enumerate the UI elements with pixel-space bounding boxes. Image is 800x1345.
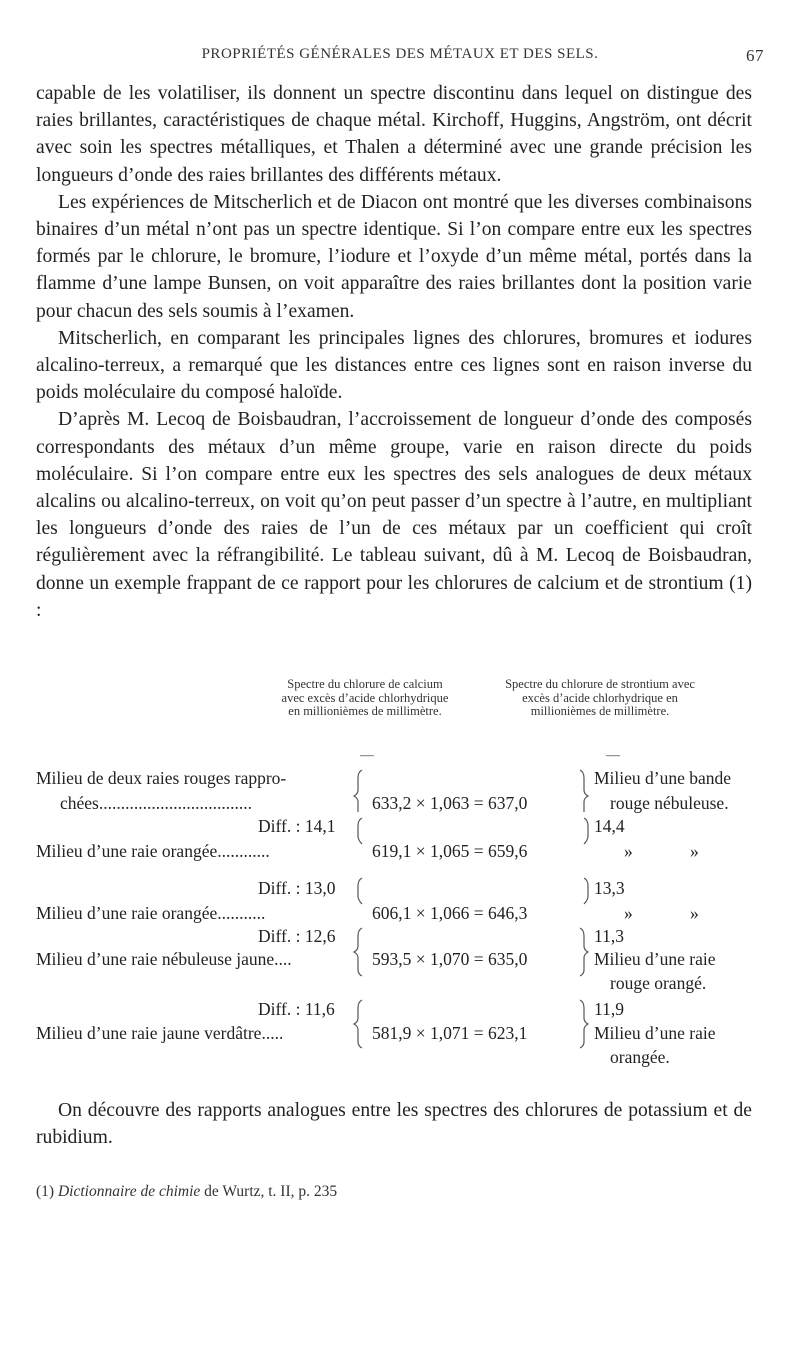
column-header-strontium: Spectre du chlorure de strontium avec excès d’acide chlorhydrique en millionièmes de millimètre.	[505, 677, 695, 718]
diff-left: Diff. : 12,6	[258, 926, 336, 946]
brace-left	[354, 928, 362, 976]
table-row-right: »	[624, 841, 633, 861]
table-row-right: Milieu d’une raie	[594, 1023, 716, 1043]
diff-right: 11,3	[594, 926, 624, 946]
table-row-calc: 633,2 × 1,063 = 637,0	[372, 793, 528, 813]
footnote-title: Dictionnaire de chimie	[57, 1183, 201, 1200]
table-row-right: Milieu d’une raie	[594, 949, 716, 969]
page-number: 67	[746, 46, 764, 65]
table-row-right: orangée.	[610, 1047, 670, 1067]
brace-left	[354, 770, 362, 812]
brace-right	[580, 770, 588, 812]
paragraph: D’après M. Lecoq de Boisbaudran, l’accroissement de longueur d’onde des composés correspondants des métaux d’un même groupe, varie en raison directe du poids moléculaire. Si l’on compare entre eux les spectres des sels analogues de deux métaux alcalins ou alcalino-terreux, on voit qu’on peut passer d’un spectre à l’autre, en multipliant les longueurs d’onde des raies de l’un de ces métaux par un coefficient qui croît régulièrement avec la réfrangibilité. Le tableau suivant, dû à M. Lecoq de Boisbaudran, donne un exemple frappant de ce rapport pour les chlorures de calcium et de strontium (1) :	[36, 409, 752, 621]
table-row-calc: 593,5 × 1,070 = 635,0	[372, 949, 528, 969]
footnote-rest: de Wurtz, t. II, p. 235	[204, 1183, 338, 1200]
running-title: PROPRIÉTÉS GÉNÉRALES DES MÉTAUX ET DES SELS.	[201, 46, 599, 62]
table-row-label: Milieu d’une raie jaune verdâtre.....	[36, 1023, 284, 1043]
table-row-right: »	[690, 841, 699, 861]
diff-left: Diff. : 14,1	[258, 816, 336, 836]
table-row-right: rouge nébuleuse.	[610, 793, 729, 813]
diff-right: 14,4	[594, 816, 625, 836]
header-rule: —	[606, 748, 620, 763]
brace-left	[354, 1000, 362, 1048]
table-row-calc: 606,1 × 1,066 = 646,3	[372, 903, 528, 923]
brace-right	[584, 878, 588, 904]
diff-left: Diff. : 11,6	[258, 999, 335, 1019]
brace-right	[580, 1000, 588, 1048]
paragraph: Mitscherlich, en comparant les principales lignes des chlorures, bromures et iodures alcalino-terreux, a remarqué que les distances entre ces lignes sont en raison inverse du poids moléculaire du composé haloïde.	[36, 327, 752, 404]
paragraph: Les expériences de Mitscherlich et de Diacon ont montré que les diverses combinaisons binaires d’un métal n’ont pas un spectre identique. Si l’on compare entre eux les spectres formés par le chlorure, le bromure, l’iodure et l’oxyde d’un même métal, portés dans la flamme d’une lampe Bunsen, on voit apparaître des raies brillantes dont la position varie pour chacun des sels soumis à l’examen.	[36, 191, 752, 322]
closing-text	[36, 1097, 752, 1151]
table-row-label: Milieu d’une raie nébuleuse jaune....	[36, 949, 292, 969]
header-rule: —	[360, 748, 374, 763]
footnote	[36, 1183, 337, 1201]
brace-left	[358, 878, 362, 904]
table-row-right: »	[624, 903, 633, 923]
table-row-label: chées...................................	[60, 793, 252, 813]
column-header-calcium: Spectre du chlorure de calcium avec excès d’acide chlorhydrique en millionièmes de millimètre.	[281, 677, 449, 718]
table-row-label: Milieu d’une raie orangée...........	[36, 903, 266, 923]
brace-right	[584, 818, 588, 844]
table-row-label: Milieu d’une raie orangée............	[36, 841, 270, 861]
table-row-right: rouge orangé.	[610, 973, 707, 993]
footnote-marker: (1)	[36, 1183, 55, 1200]
brace-left	[358, 818, 362, 844]
brace-right	[580, 928, 588, 976]
table-row-right: »	[690, 903, 699, 923]
table-row-calc: 619,1 × 1,065 = 659,6	[372, 841, 528, 861]
paragraph: capable de les volatiliser, ils donnent un spectre discontinu dans lequel on distingue des raies brillantes, caractéristiques de chaque métal. Kirchoff, Huggins, Angström, ont décrit avec soin les spectres métalliques, et Thalen a déterminé avec une grande précision les longueurs d’onde des raies brillantes des différents métaux.	[36, 83, 752, 186]
table-row-calc: 581,9 × 1,071 = 623,1	[372, 1023, 528, 1043]
table-row-right: Milieu d’une bande	[594, 768, 732, 788]
diff-left: Diff. : 13,0	[258, 878, 336, 898]
paragraph: On découvre des rapports analogues entre les spectres des chlorures de potassium et de rubidium.	[36, 1100, 752, 1149]
diff-right: 11,9	[594, 999, 624, 1019]
diff-right: 13,3	[594, 878, 625, 898]
table-row-label: Milieu de deux raies rouges rappro-	[36, 768, 287, 788]
